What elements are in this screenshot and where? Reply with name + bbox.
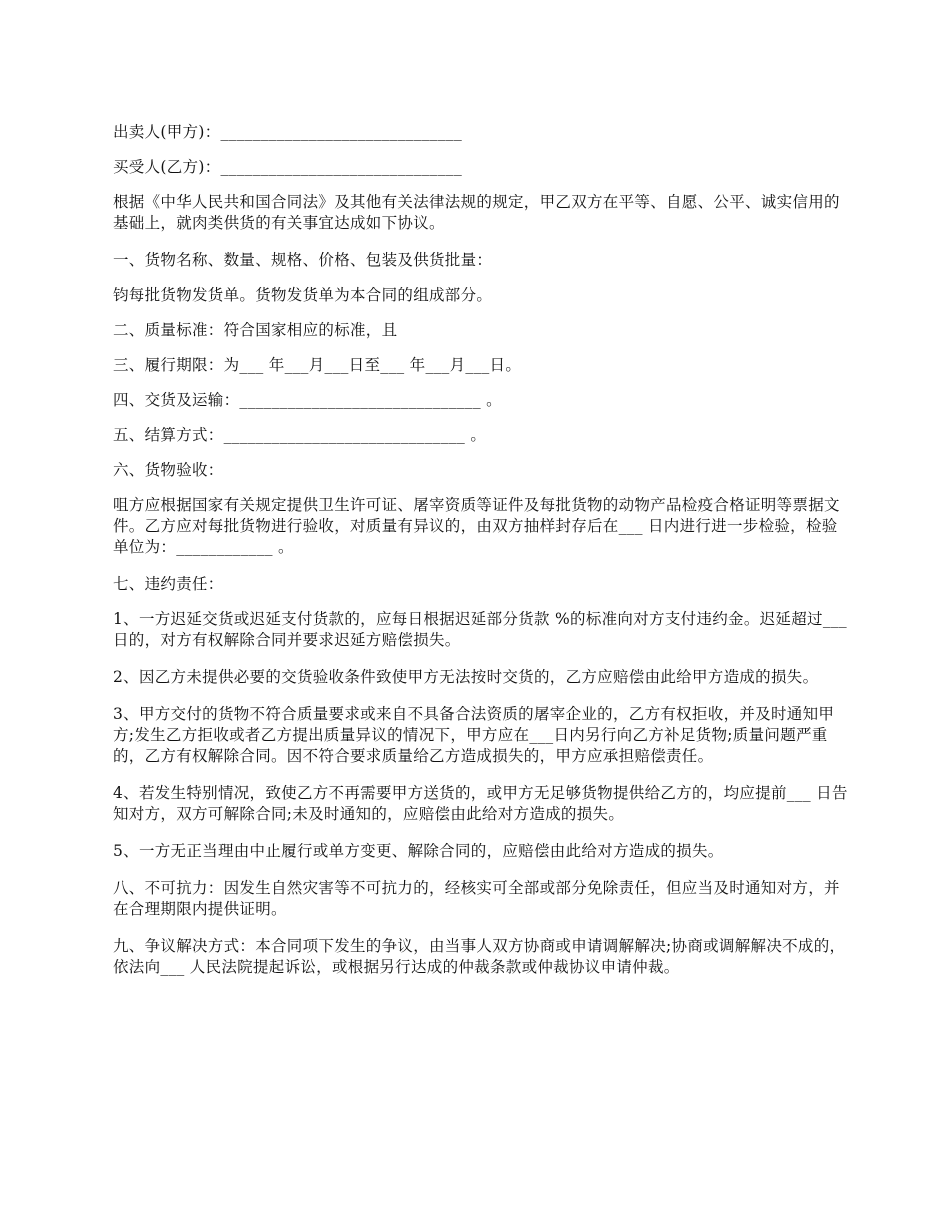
breach-clause-1: 1、一方迟延交货或迟延支付货款的，应每日根据迟延部分货款 %的标准向对方支付违约金。迟延超过___ 日的，对方有权解除合同并要求迟延方赔偿损失。 xyxy=(113,610,853,649)
goods-detail-paragraph: 钧每批货物发货单。货物发货单为本合同的组成部分。 xyxy=(113,286,493,304)
preamble-paragraph: 根据《中华人民共和国合同法》及其他有关法律法规的规定，甲乙双方在平等、自愿、公平、诚实信用的基础上，就肉类供货的有关事宜达成如下协议。 xyxy=(113,193,840,232)
section-force-majeure-paragraph: 八、不可抗力：因发生自然灾害等不可抗力的，经核实可全部或部分免除责任，但应当及时通知对方，并在合理期限内提供证明。 xyxy=(113,879,840,918)
breach-clause-4: 4、若发生特别情况，致使乙方不再需要甲方送货的，或甲方无足够货物提供给乙方的，均应提前___ 日告知对方，双方可解除合同;未及时通知的，应赔偿由此给对方造成的损失。 xyxy=(113,784,848,823)
buyer-line: 买受人(乙方)：______________________________ xyxy=(113,158,462,176)
inspection-paragraph: 咀方应根据国家有关规定提供卫生许可证、屠宰资质等证件及每批货物的动物产品检疫合格证明等票据文件。乙方应对每批货物进行验收，对质量有异议的，由双方抽样封存后在___ 日内进行进一步检验，检验单位为：____________ 。 xyxy=(113,496,840,556)
section-breach-heading: 七、违约责任： xyxy=(113,575,224,593)
seller-line: 出卖人(甲方)：______________________________ xyxy=(113,123,462,141)
section-dispute-paragraph: 九、争议解决方式：本合同项下发生的争议，由当事人双方协商或申请调解解决;协商或调解解决不成的，依法向___ 人民法院提起诉讼，或根据另行达成的仲裁条款或仲裁协议申请仲裁。 xyxy=(113,937,846,976)
breach-clause-2: 2、因乙方未提供必要的交货验收条件致使甲方无法按时交货的，乙方应赔偿由此给甲方造成的损失。 xyxy=(113,668,819,686)
section-goods-heading: 一、货物名称、数量、规格、价格、包装及供货批量： xyxy=(113,251,493,269)
breach-clause-3: 3、甲方交付的货物不符合质量要求或来自不具备合法资质的屠宰企业的，乙方有权拒收，并及时通知甲方;发生乙方拒收或者乙方提出质量异议的情况下，甲方应在___日内另行向乙方补足货物;质量问题严重的，乙方有权解除合同。因不符合要求质量给乙方造成损失的，甲方应承担赔偿责任。 xyxy=(113,705,835,765)
section-term-paragraph: 三、履行期限：为___ 年___月___日至___ 年___月___日。 xyxy=(113,356,522,374)
section-inspection-heading: 六、货物验收： xyxy=(113,461,224,479)
breach-clause-5: 5、一方无正当理由中止履行或单方变更、解除合同的，应赔偿由此给对方造成的损失。 xyxy=(113,842,724,860)
section-delivery-paragraph: 四、交货及运输：______________________________ 。 xyxy=(113,391,502,409)
section-settlement-paragraph: 五、结算方式：______________________________ 。 xyxy=(113,426,487,444)
section-quality-paragraph: 二、质量标准：符合国家相应的标准，且 xyxy=(113,321,398,339)
